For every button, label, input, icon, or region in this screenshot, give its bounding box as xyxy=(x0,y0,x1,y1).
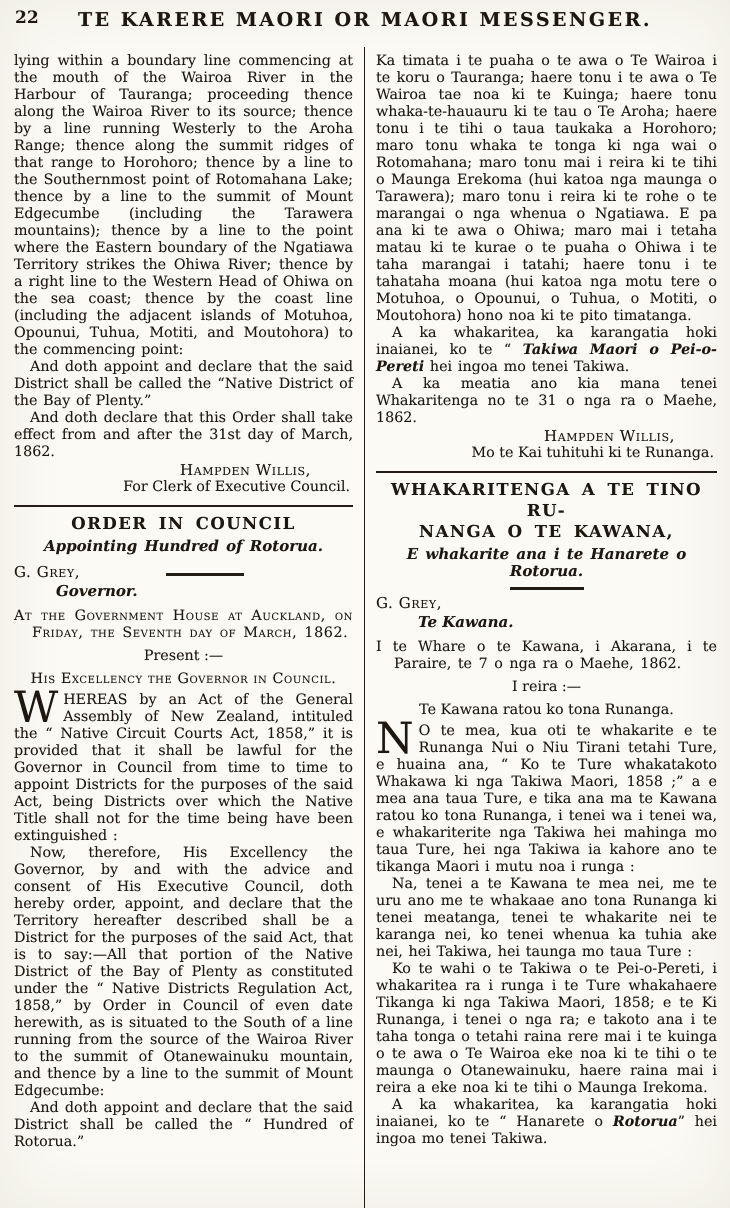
signature-role: Mo te Kai tuhituhi ki te Runanga. xyxy=(471,445,714,461)
page-number: 22 xyxy=(15,8,39,28)
no-te-mea-text: O te mea, kua oti te whakarite e te Runanga Nui o Niu Tirani tetahi Ture, e huaina ana, “ Ko te Ture whakatakoto Whakawa ki nga Takiwa Maori, 1858 ;” a e mea ana taua Ture, e tika ana ma te Kawana ratou ko tona Runanga, i tenei wa i tenei wa, e whakariterite nga Takiwa hei mahinga mo taua Ture, hei nga Takiwa ia kahore ano te tikanga Maori i mutu noa i runga : xyxy=(376,723,717,875)
paragraph-appoint-english: And doth appoint and declare that the said District shall be called the “Native District of the Bay of Plenty.” xyxy=(14,359,353,409)
section-heading-line2: NANGA O TE KAWANA, xyxy=(419,522,674,541)
two-column-layout xyxy=(0,47,730,1208)
final-italic: Rotorua xyxy=(612,1114,678,1130)
section-subheading-maori: E whakarite ana i te Hanarete o Rotorua. xyxy=(406,545,687,580)
signature-name: Hampden Willis, xyxy=(544,427,675,445)
paragraph-na-tenei: Na, tenei a te Kawana te mea nei, me te uru ano me te whakaae ano tona Runanga ki tenei meatanga, tenei te whakarite nei te karanga nei, ko tenei whenua ka tuhia ake nei, hei Takiwa, hei taunga mo taua Ture : xyxy=(376,876,717,960)
dropcap-letter-n: N xyxy=(376,714,414,764)
right-column-maori xyxy=(365,47,730,1208)
paragraph-now-therefore: Now, therefore, His Excellency the Governor, by and with the advice and consent of His Executive Council, doth hereby order, appoint, and declare that the Territory hereafter described shall be a District for the purposes of the said Act, that is to say:—All that portion of the Native District of the Bay of Plenty as constituted under the “ Native Districts Regulation Act, 1858,” by Order in Council of even date herewith, as is situated to the South of a line running from the source of the Wairoa River to the summit of Otanewainuku mountain, and thence by a line to the summit of Mount Edgecumbe: xyxy=(14,845,353,1099)
paragraph-effect-maori: A ka meatia ano kia mana tenei Whakaritenga no te 31 o nga ra o Maehe, 1862. xyxy=(376,376,717,426)
present-value: His Excellency the Governor in Council. xyxy=(30,671,337,687)
final-post: ” hei ingoa mo tenei Takiwa. xyxy=(376,1114,718,1147)
signatory-role: Te Kawana. xyxy=(418,613,514,631)
section-heading-maori xyxy=(376,479,717,542)
page-header xyxy=(0,0,730,47)
signatory-line xyxy=(14,564,353,582)
paragraph-boundary-maori: Ka timata i te puaha o te awa o Te Wairoa i te koru o Tauranga; haere tonu i te awa o Te Wairoa tae noa ki te Kuinga; haere tonu whaka-te-hauauru ki te tau o Te Aroha; haere tonu i te tihi o taua taukaka a Horohoro; maro tonu whaka te tonga ki nga wai o Rotomahana; maro tonu mai i reira ki te tihi o Maunga Erekoma (hui katoa nga maunga o Tarawera); maro tonu i reira ki te rohe o te marangai o nga whenua o Ngatiawa. E pa ana ki te awa o Ohiwa; maro mai i tetaha matau ki te kurae o te puaha o Ohiwa i te taha marangai i tatahi; haere tonu i te tahataha moana (hui katoa nga motu tere o Motuhoa, o Opounui, o Tuhua, o Motiti, o Moutohora) hono noa ki te pito timatanga. xyxy=(376,53,717,324)
signatory-line xyxy=(376,595,717,613)
section-subheading-english: Appointing Hundred of Rotorua. xyxy=(44,537,323,555)
paragraph-ko-te-wahi: Ko te wahi o te Takiwa o te Pei-o-Pereti, i whakaritea ra i runga i te Ture whakahaere Tikanga ki nga Takiwa Maori, 1858; e te Ki Runanga, i tenei o nga ra; e takoto ana i te taha tonga o tetahi raina rere mai i te kuinga o te awa o Te Wairoa eke noa ki te tihi o te maunga o Otanewainuku, haere raina mai i reira a eke noa ki te tihi o Maunga Irekoma. xyxy=(376,961,717,1096)
section-divider-rule xyxy=(14,505,353,507)
signature-name: Hampden Willis, xyxy=(180,461,311,479)
masthead-title: TE KARERE MAORI OR MAORI MESSENGER. xyxy=(77,9,653,31)
short-rule xyxy=(510,587,584,590)
final-pre: A ka whakaritea, ka karangatia hoki inaianei, ko te “ Hanarete o xyxy=(376,1097,717,1130)
whereas-text: HEREAS by an Act of the General Assembly of New Zealand, intituled the “ Native Circuit Courts Act, 1858,” it is provided that it shall be lawful for the Governor in Council from time to time to appoint Districts for the purposes of the said Act, being Districts over which the Native Title shall not for the time being have been extinguished : xyxy=(14,692,353,844)
present-value-maori: Te Kawana ratou ko tona Runanga. xyxy=(419,702,674,718)
signature-role: For Clerk of Executive Council. xyxy=(123,479,350,495)
signature-block-maori xyxy=(376,428,717,462)
present-label: Present :— xyxy=(143,648,224,664)
dateline-maori: I te Whare o te Kawana, i Akarana, i te Paraire, te 7 o nga ra o Maehe, 1862. xyxy=(376,639,717,672)
paragraph-hundred-of-rotorua: And doth appoint and declare that the said District shall be called the “ Hundred of Rotorua.” xyxy=(14,1100,353,1150)
district-name-italic: Takiwa Maori o Pei-o-Pereti xyxy=(376,342,717,375)
paragraph-effect-english: And doth declare that this Order shall take effect from and after the 31st day of March, 1862. xyxy=(14,410,353,460)
paragraph-whereas xyxy=(14,683,353,845)
signatory-name: G. Grey, xyxy=(14,563,81,581)
signatory-name: G. Grey, xyxy=(376,594,443,612)
dropcap-letter-w: W xyxy=(14,683,59,733)
paragraph-hanarete-final xyxy=(376,1097,717,1148)
short-rule xyxy=(166,573,244,576)
section-divider-rule xyxy=(376,471,717,473)
signatory-role: Governor. xyxy=(56,582,138,600)
left-column-english xyxy=(0,47,365,1208)
present-label-maori: I reira :— xyxy=(511,679,582,695)
paragraph-district-name-maori xyxy=(376,325,717,376)
section-heading-english: ORDER IN COUNCIL xyxy=(71,514,296,533)
paragraph-no-te-mea xyxy=(376,714,717,876)
section-heading-line1: WHAKARITENGA A TE TINO RU- xyxy=(391,480,702,520)
district-name-post: hei ingoa mo tenei Takiwa. xyxy=(424,359,630,375)
signature-block-english xyxy=(14,462,353,496)
dateline-english: At the Government House at Auckland, on Friday, the Seventh day of March, 1862. xyxy=(14,608,353,641)
district-name-pre: A ka whakaritea, ka karangatia hoki inaianei, ko te “ xyxy=(376,325,717,358)
paragraph-boundary-english: lying within a boundary line commencing at the mouth of the Wairoa River in the Harbour of Tauranga; proceeding thence along the Wairoa River to its source; thence by a line running Westerly to the Aroha Range; thence along the summit ridges of that range to Horohoro; thence by a line to the Southernmost point of Rotomahana Lake; thence by a line to the summit of Mount Edgecumbe (including the Tarawera mountains); thence by a line to the point where the Eastern boundary of the Ngatiawa Territory strikes the Ohiwa River; thence by a right line to the Western Head of Ohiwa on the sea coast; thence by the coast line (including the adjacent islands of Motuhoa, Opounui, Tuhua, Motiti, and Moutohora) to the commencing point: xyxy=(14,53,353,358)
